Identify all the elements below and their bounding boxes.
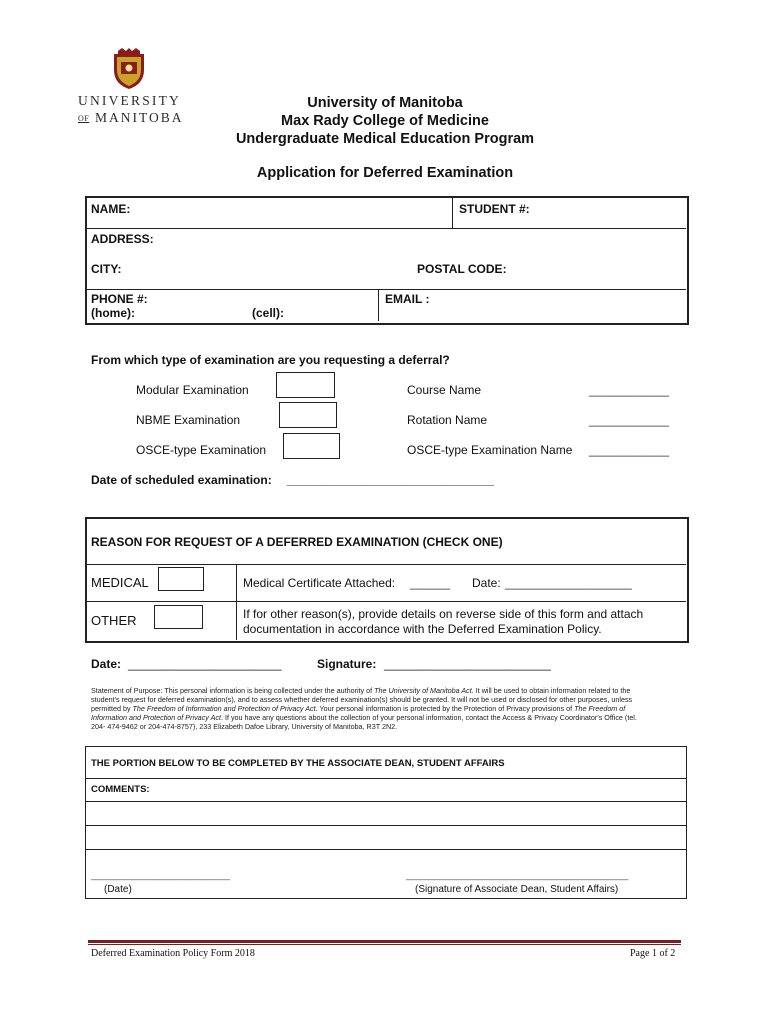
course-name-blank[interactable]: ____________ xyxy=(589,383,670,397)
modular-exam-checkbox[interactable] xyxy=(276,372,335,398)
dean-date-label: (Date) xyxy=(104,884,132,895)
phone-label: PHONE #: xyxy=(91,292,148,306)
header-college: Max Rady College of Medicine xyxy=(281,113,489,129)
scheduled-date-label: Date of scheduled examination: xyxy=(91,473,272,487)
dean-signature-label: (Signature of Associate Dean, Student Affairs) xyxy=(415,884,619,895)
medical-certificate-field[interactable]: ______ xyxy=(410,576,451,590)
divider xyxy=(86,564,686,565)
osce-exam-label: OSCE-type Examination xyxy=(136,443,267,457)
other-instructions-line1: If for other reason(s), provide details on reverse side of this form and attach xyxy=(243,607,644,621)
divider xyxy=(236,564,237,640)
scheduled-date-field[interactable]: _______________________________ xyxy=(287,473,494,487)
city-field[interactable]: CITY: xyxy=(91,262,122,276)
divider xyxy=(86,289,686,290)
student-number-field[interactable]: STUDENT #: xyxy=(459,202,530,216)
privacy-statement: Statement of Purpose: This personal information is being collected under the authority of The University of Manitoba Act. It will be used to obtain information related to the student's request for deferred examination(s), and to assess whether deferred examination(s) should be granted. It will not be used or disclosed for other purposes, unless permitted by The Freedom of Information and Protection of Privacy Act. Your personal information is protected by the Protection of Privacy provisions of The Freedom of Information and Protection of Privacy Act. If you have any questions about the collection of your personal information, contact the Access & Privacy Coordinator's Office (tel. 204- 474-9462 or 204-474-8757), 233 Elizabeth Dafoe Library, University of Manitoba, R3T 2N2. xyxy=(91,686,637,731)
comments-label[interactable]: COMMENTS: xyxy=(91,784,150,795)
divider xyxy=(86,801,686,802)
address-field[interactable]: ADDRESS: xyxy=(91,232,154,246)
course-name-label: Course Name xyxy=(407,383,482,397)
applicant-signature-field[interactable]: _________________________ xyxy=(384,657,551,671)
divider xyxy=(86,825,686,826)
divider xyxy=(86,228,686,229)
dean-title: THE PORTION BELOW TO BE COMPLETED BY THE ASSOCIATE DEAN, STUDENT AFFAIRS xyxy=(91,758,505,769)
header-program: Undergraduate Medical Education Program xyxy=(235,131,535,147)
rotation-name-blank[interactable]: ____________ xyxy=(589,413,670,427)
crest-icon xyxy=(110,48,148,90)
postal-code-field[interactable]: POSTAL CODE: xyxy=(417,262,507,276)
osce-name-label: OSCE-type Examination Name xyxy=(407,443,573,457)
logo-manitoba: MANITOBA xyxy=(95,110,184,125)
divider xyxy=(86,778,686,779)
other-instructions-line2: documentation in accordance with the Deferred Examination Policy. xyxy=(243,622,602,636)
header-university: University of Manitoba xyxy=(307,95,463,111)
other-label: OTHER xyxy=(91,613,137,628)
page-header xyxy=(0,94,770,148)
modular-exam-label: Modular Examination xyxy=(136,383,249,397)
dean-date-field[interactable]: _________________________ xyxy=(91,870,231,881)
footer-form-name: Deferred Examination Policy Form 2018 xyxy=(91,948,255,959)
dean-signature-field[interactable]: ________________________________________ xyxy=(406,870,629,881)
logo-university: UNIVERSITY xyxy=(78,93,181,108)
medical-certificate-label: Medical Certificate Attached: xyxy=(243,576,396,590)
applicant-date-label: Date: xyxy=(91,657,122,671)
medical-date-label: Date: xyxy=(472,576,501,590)
nbme-exam-label: NBME Examination xyxy=(136,413,241,427)
medical-label: MEDICAL xyxy=(91,575,149,590)
form-title: Application for Deferred Examination xyxy=(256,165,514,181)
name-field[interactable]: NAME: xyxy=(91,202,131,216)
exam-type-question: From which type of examination are you requesting a deferral? xyxy=(91,353,450,367)
email-field[interactable]: EMAIL : xyxy=(385,292,430,306)
other-checkbox[interactable] xyxy=(154,605,203,629)
reason-title: REASON FOR REQUEST OF A DEFERRED EXAMINATION (CHECK ONE) xyxy=(91,535,503,549)
applicant-signature-label: Signature: xyxy=(317,657,377,671)
footer-rule xyxy=(88,940,681,943)
cell-phone-field[interactable]: (cell): xyxy=(252,306,285,320)
osce-name-blank[interactable]: ____________ xyxy=(589,443,670,457)
divider xyxy=(452,198,453,228)
nbme-exam-checkbox[interactable] xyxy=(279,402,337,428)
divider xyxy=(86,849,686,850)
home-phone-field[interactable]: (home): xyxy=(91,306,135,320)
footer-rule-thin xyxy=(88,944,681,945)
logo-of: OF xyxy=(78,114,90,123)
applicant-date-field[interactable]: _______________________ xyxy=(128,657,282,671)
medical-checkbox[interactable] xyxy=(158,567,204,591)
medical-date-field[interactable]: ___________________ xyxy=(505,576,632,590)
osce-exam-checkbox[interactable] xyxy=(283,433,340,459)
footer-page-number: Page 1 of 2 xyxy=(630,948,676,959)
rotation-name-label: Rotation Name xyxy=(407,413,488,427)
divider xyxy=(86,601,686,602)
divider xyxy=(378,289,379,321)
